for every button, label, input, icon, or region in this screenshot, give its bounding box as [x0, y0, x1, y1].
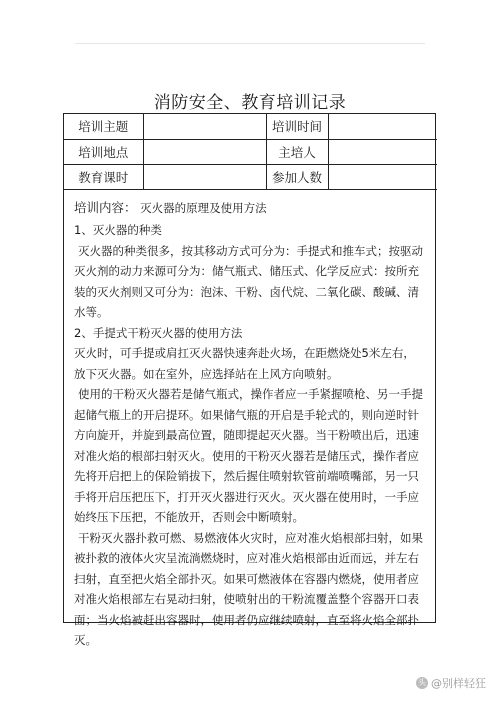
top-divider: [75, 43, 425, 44]
paragraph-extinguisher-types: 灭火器的种类很多，按其移动方式可分为：手提式和推车式；按驱动灭火剂的动力来源可分为：储气瓶式、储压式、化学反应式：按所充装的灭火剂则又可分为：泡沫、干粉、卤代烷、二氧化碳、酸碱、清水等。: [74, 243, 423, 319]
info-table: [64, 114, 437, 190]
label-training-topic: 培训主题: [64, 114, 143, 139]
topic-line: [74, 198, 425, 219]
value-participants[interactable]: [328, 164, 437, 189]
topic-value: 灭火器的原理及使用方法: [140, 200, 267, 215]
value-training-location[interactable]: [143, 139, 266, 164]
label-class-hours: 教育课时: [64, 164, 143, 189]
table-row: [64, 114, 437, 139]
value-training-topic[interactable]: [143, 114, 266, 139]
table-row: [64, 139, 437, 164]
watermark: [416, 675, 486, 691]
record-form: [63, 113, 436, 647]
toutiao-logo-icon: 头: [418, 678, 426, 687]
label-lead-trainer: 主培人: [266, 139, 328, 164]
paragraph-liquid-fire: 干粉灭火器扑救可燃、易燃液体火灾时，应对准火焰根部扫射，如果被扑救的液体火灾呈流淌燃烧时，应对准火焰根部由近而远，并左右扫射，直至把火焰全部扑灭。如果可燃液体在容器内燃烧，使用者应对准火焰根部左右晃动扫射，使喷射出的干粉流覆盖整个容器开口表面；当火焰被赶出容器时，使用者仍应继续喷射，直至将火焰全部扑灭。: [74, 530, 423, 647]
label-participants: 参加人数: [266, 164, 328, 189]
label-training-location: 培训地点: [64, 139, 143, 164]
table-row: [64, 164, 437, 189]
section-heading-2: 2、手提式干粉灭火器的使用方法: [74, 325, 243, 340]
watermark-text: @别样轻狂: [431, 677, 486, 690]
label-training-time: 培训时间: [266, 114, 328, 139]
paragraph-carry-to-fire: 灭火时，可手提或肩扛灭火器快速奔赴火场，在距燃烧处5米左右，放下灭火器。如在室外，应选择站在上风方向喷射。: [74, 346, 415, 381]
paragraph-operation: 使用的干粉灭火器若是储气瓶式，操作者应一手紧握喷枪、另一手提起储气瓶上的开启提环。如果储气瓶的开启是手轮式的，则向逆时针方向旋开，并旋到最高位置，随即提起灭火器。当干粉喷出后，迅速对准火焰的根部扫射灭火。使用的干粉灭火器若是储压式，操作者应先将开启把上的保险销拔下，然后握住喷射软管前端喷嘴部，另一只手将开启压把压下，打开灭火器进行灭火。灭火器在使用时，一手应始终压下压把，不能放开，否则会中断喷射。: [74, 387, 423, 524]
topic-label: 培训内容：: [74, 199, 137, 215]
training-content: [64, 190, 435, 651]
value-class-hours[interactable]: [143, 164, 266, 189]
section-heading-1: 1、灭火器的种类: [74, 223, 162, 237]
value-lead-trainer[interactable]: [328, 139, 437, 164]
value-training-time[interactable]: [328, 114, 437, 139]
document-title: 消防安全、教育培训记录: [153, 93, 347, 113]
